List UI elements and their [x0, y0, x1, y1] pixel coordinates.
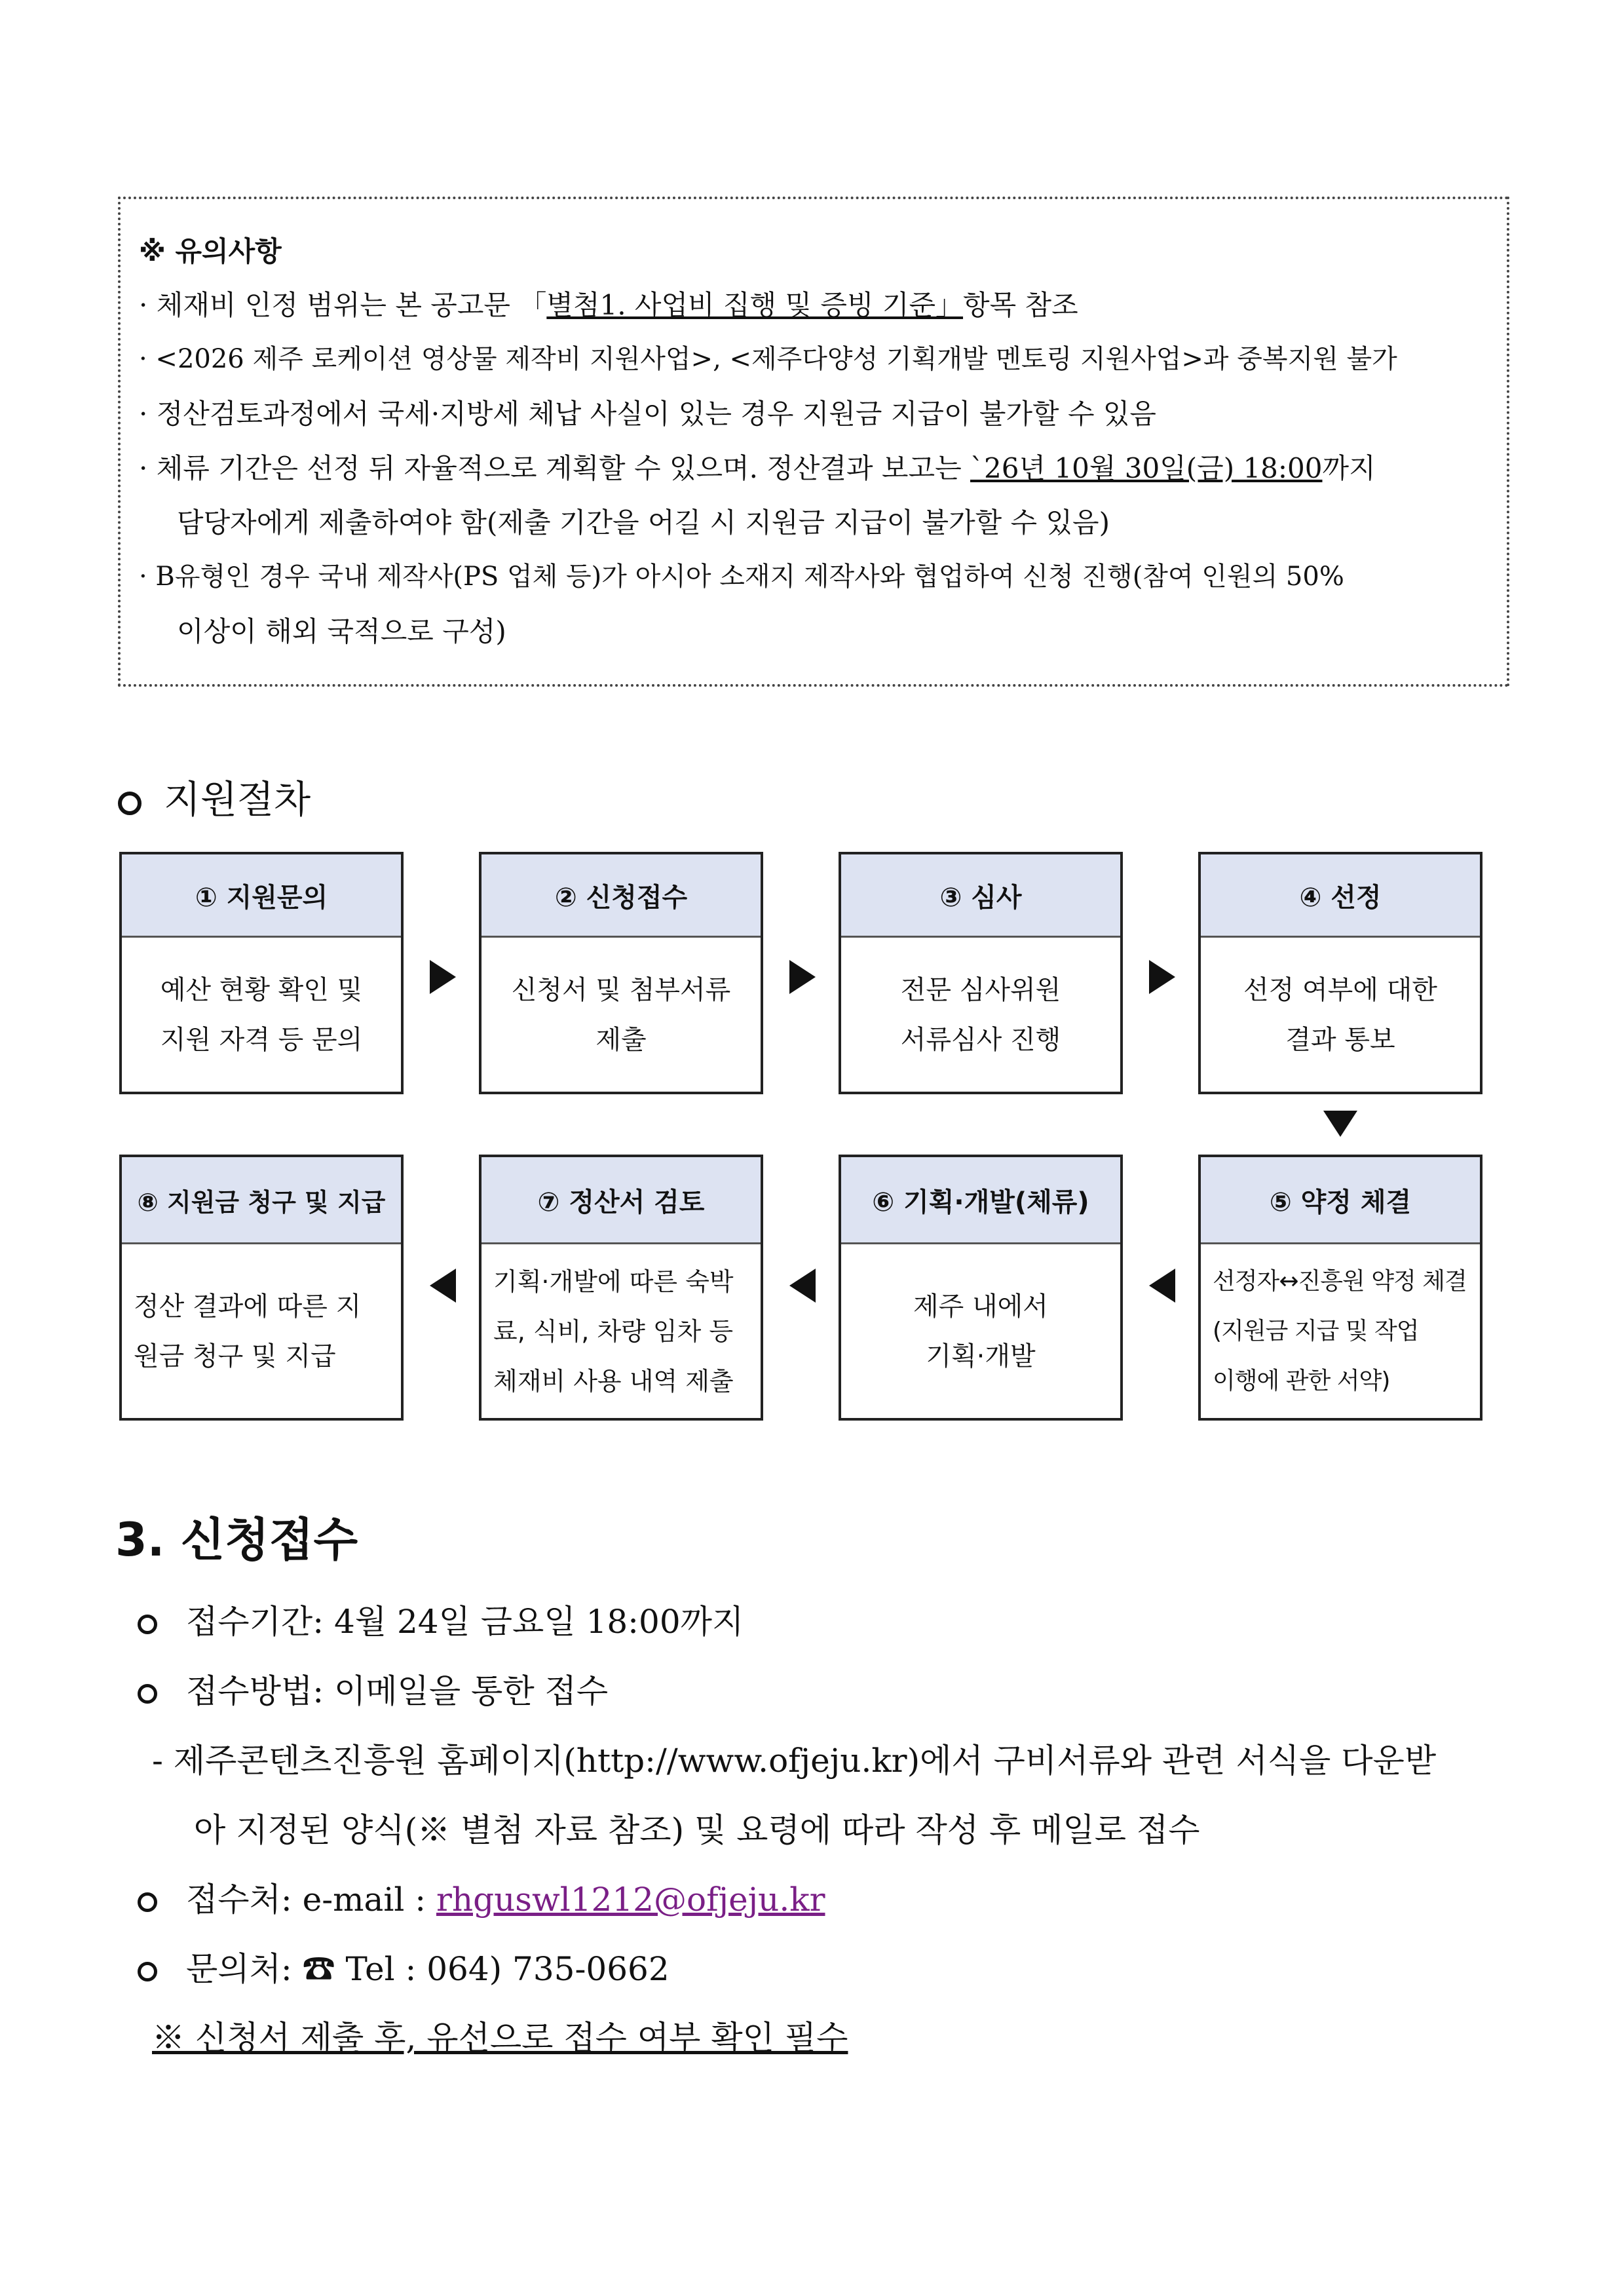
step-6-box	[839, 1155, 1123, 1421]
arrow-down-icon	[1323, 1111, 1357, 1137]
step-title: ⑥ 기획·개발(체류)	[841, 1157, 1120, 1244]
arrow-left-icon	[1149, 1269, 1175, 1303]
step-body: 선정 여부에 대한 결과 통보	[1243, 975, 1437, 1055]
section-heading: 3. 신청접수	[115, 1513, 358, 1567]
step-4-box	[1198, 852, 1482, 1094]
arrow-left-icon	[789, 1269, 816, 1303]
step-title: ⑦ 정산서 검토	[482, 1157, 761, 1244]
application-period: 접수기간: 4월 24일 금요일 18:00까지	[138, 1599, 744, 1645]
step-title: ④ 선정	[1201, 854, 1480, 938]
step-3-box	[839, 852, 1123, 1094]
application-method: 접수방법: 이메일을 통한 접수	[138, 1668, 608, 1714]
notice-box	[118, 197, 1509, 687]
notice-line-6: · B유형인 경우 국내 제작사(PS 업체 등)가 아시아 소재지 제작사와 협업하여 신청 진행(참여 인원의 50%	[139, 562, 1344, 592]
step-body: 예산 현황 확인 및 지원 자격 등 문의	[160, 975, 363, 1055]
application-detail-2: 아 지정된 양식(※ 별첨 자료 참조) 및 요령에 따라 작성 후 메일로 접수	[194, 1811, 1200, 1849]
notice-line-2: · <2026 제주 로케이션 영상물 제작비 지원사업>, <제주다양성 기획개발 멘토링 지원사업>과 중복지원 불가	[139, 344, 1397, 374]
notice-deadline: `26년 10월 30일(금) 18:00	[970, 452, 1323, 484]
step-body: 제주 내에서 기획·개발	[913, 1292, 1048, 1371]
step-7-box	[479, 1155, 763, 1421]
notice-title: ※ 유의사항	[139, 235, 282, 267]
step-2-box	[479, 852, 763, 1094]
procedure-heading: 지원절차	[118, 773, 311, 826]
arrow-right-icon	[430, 960, 456, 994]
circle-bullet-icon	[138, 1684, 157, 1704]
step-5-box	[1198, 1155, 1482, 1421]
arrow-right-icon	[789, 960, 816, 994]
step-title: ① 지원문의	[122, 854, 401, 938]
notice-line-7: 이상이 해외 국적으로 구성)	[177, 615, 506, 647]
confirmation-note: ※ 신청서 제출 후, 유선으로 접수 여부 확인 필수	[152, 2019, 848, 2057]
notice-attachment-ref: 별첨1. 사업비 집행 및 증빙 기준」	[546, 289, 964, 321]
notice-line-3: · 정산검토과정에서 국세·지방세 체납 사실이 있는 경우 지원금 지급이 불가할 수 있음	[139, 398, 1157, 430]
notice-line-5: 담당자에게 제출하여야 함(제출 기간을 어길 시 지원금 지급이 불가할 수 있음)	[177, 507, 1110, 539]
circle-bullet-icon	[118, 792, 142, 815]
application-recipient: 접수처: e-mail : rhguswl1212@ofjeju.kr	[138, 1877, 825, 1923]
step-title: ⑧ 지원금 청구 및 지급	[122, 1157, 401, 1244]
step-title: ③ 심사	[841, 854, 1120, 938]
notice-line-1: · 체재비 인정 범위는 본 공고문 「별첨1. 사업비 집행 및 증빙 기준」항목 참조	[139, 289, 1078, 321]
step-body: 전문 심사위원 서류심사 진행	[900, 975, 1061, 1055]
step-body: 선정자↔진흥원 약정 체결 (지원금 지급 및 작업 이행에 관한 서약)	[1213, 1268, 1467, 1394]
step-title: ⑤ 약정 체결	[1201, 1157, 1480, 1244]
arrow-right-icon	[1149, 960, 1175, 994]
arrow-left-icon	[430, 1269, 456, 1303]
circle-bullet-icon	[138, 1962, 157, 1981]
notice-line-4: · 체류 기간은 선정 뒤 자율적으로 계획할 수 있으며. 정산결과 보고는 `26년 10월 30일(금) 18:00까지	[139, 452, 1376, 484]
email-link[interactable]: rhguswl1212@ofjeju.kr	[436, 1881, 825, 1919]
step-body: 기획·개발에 따른 숙박 료, 식비, 차량 임차 등 체재비 사용 내역 제출	[493, 1267, 734, 1396]
step-title: ② 신청접수	[482, 854, 761, 938]
application-contact: 문의처: ☎ Tel : 064) 735-0662	[138, 1946, 670, 1992]
circle-bullet-icon	[138, 1615, 157, 1634]
step-1-box	[119, 852, 404, 1094]
step-8-box	[119, 1155, 404, 1421]
application-detail-1: - 제주콘텐츠진흥원 홈페이지(http://www.ofjeju.kr)에서 구비서류와 관련 서식을 다운받	[152, 1742, 1437, 1780]
step-body: 신청서 및 첨부서류 제출	[511, 975, 731, 1055]
circle-bullet-icon	[138, 1892, 157, 1912]
step-body: 정산 결과에 따른 지 원금 청구 및 지급	[134, 1292, 362, 1371]
